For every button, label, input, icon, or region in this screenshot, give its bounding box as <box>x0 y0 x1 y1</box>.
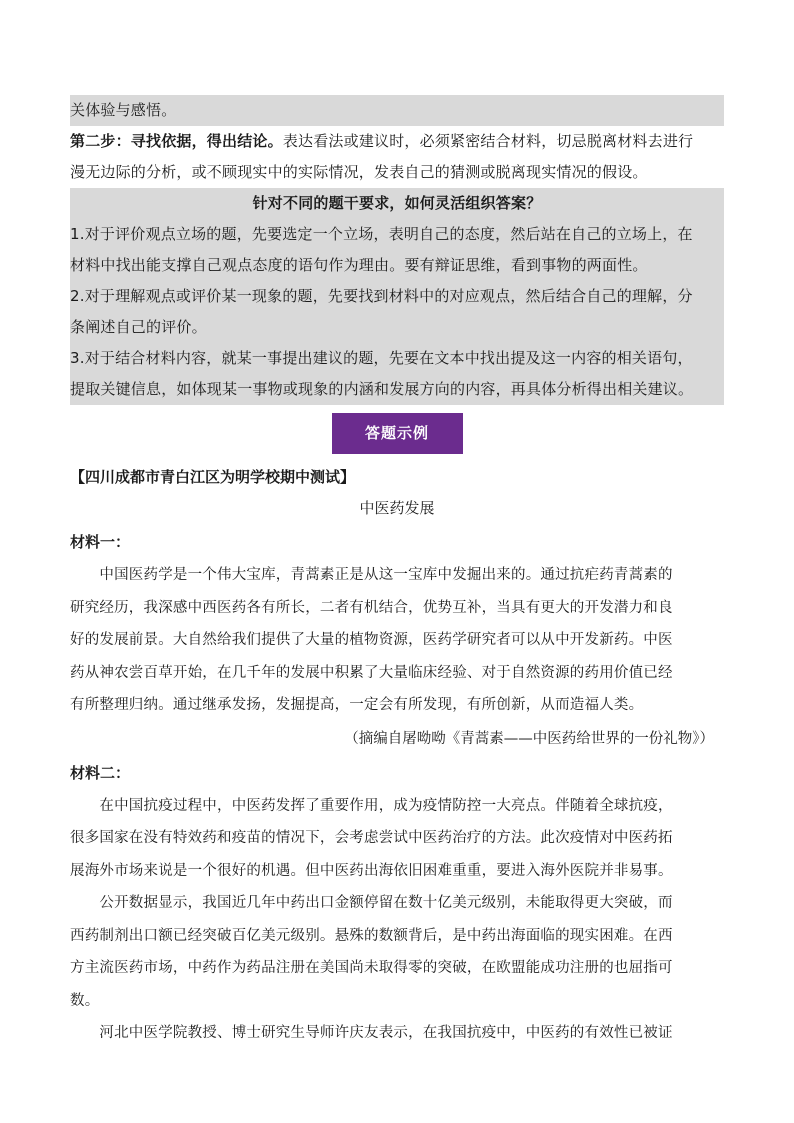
tips-title: 针对不同的题干要求，如何灵活组织答案？ <box>252 194 542 212</box>
tips-box <box>70 188 724 405</box>
tips-line: 2.对于理解观点或评价某一现象的题，先要找到材料中的对应观点，然后结合自己的理解，分 <box>70 287 693 305</box>
step-two-label: 第二步：寻找依据，得出结论。 <box>70 132 283 150</box>
material-two-line: 公开数据显示，我国近几年中药出口金额停留在数十亿美元级别，未能取得更大突破，而 <box>70 895 673 911</box>
example-banner: 答题示例 <box>332 413 463 454</box>
material-one-line: 研究经历，我深感中西医药各有所长，二者有机结合，优势互补，当具有更大的开发潜力和良 <box>70 599 673 616</box>
tips-line: 1.对于评价观点立场的题，先要选定一个立场，表明自己的态度，然后站在自己的立场上，在 <box>70 225 693 243</box>
material-two-line: 方主流医药市场，中药作为药品注册在美国尚未取得零的突破，在欧盟能成功注册的也屈指可 <box>70 960 673 976</box>
tips-line: 提取关键信息，如体现某一事物或现象的内涵和发展方向的内容，再具体分析得出相关建议。 <box>70 380 694 398</box>
article-title: 中医药发展 <box>359 499 435 517</box>
previous-tip-line: 关体验与感悟。 <box>70 101 177 119</box>
material-one-citation: （摘编自屠呦呦《青蒿素——中医药给世界的一份礼物》） <box>344 730 714 747</box>
material-two-line: 河北中医学院教授、博士研究生导师许庆友表示，在我国抗疫中，中医药的有效性已被证 <box>70 1025 673 1041</box>
material-two-line: 西药制剂出口额已经突破百亿美元级别。悬殊的数额背后，是中药出海面临的现实困难。在西 <box>70 927 673 944</box>
material-one-line: 有所整理归纳。通过继承发扬，发掘提高，一定会有所发现，有所创新，从而造福人类。 <box>70 697 644 713</box>
step-two-text: 表达看法或建议时，必须紧密结合材料，切忌脱离材料去进行 <box>282 132 694 150</box>
exam-source: 【四川成都市青白江区为明学校期中测试】 <box>70 468 356 486</box>
tips-line: 3.对于结合材料内容，就某一事提出建议的题，先要在文本中找出提及这一内容的相关语句， <box>70 349 693 367</box>
example-banner-row <box>70 413 724 455</box>
material-one-line: 药从神农尝百草开始，在几千年的发展中积累了大量临床经验、对于自然资源的药用价值已经 <box>70 664 673 681</box>
step-two-line-1 <box>70 126 724 157</box>
document-page <box>70 95 724 1050</box>
material-two-body <box>70 790 724 1050</box>
material-one-line: 好的发展前景。大自然给我们提供了大量的植物资源，医药学研究者可以从中开发新药。中医 <box>70 632 673 648</box>
material-one-label: 材料一： <box>70 533 131 551</box>
material-two-line: 数。 <box>70 992 100 1009</box>
previous-tip-block <box>70 95 724 126</box>
tips-line: 材料中找出能支撑自己观点态度的语句作为理由。要有辩证思维，看到事物的两面性。 <box>70 256 648 274</box>
tips-line: 条阐述自己的评价。 <box>70 318 207 336</box>
material-two-line: 在中国抗疫过程中，中医药发挥了重要作用，成为疫情防控一大亮点。伴随着全球抗疫， <box>70 797 673 814</box>
material-one-body <box>70 559 724 722</box>
step-two-block <box>70 126 724 188</box>
material-two-label: 材料二： <box>70 763 131 782</box>
material-two-line: 很多国家在没有特效药和疫苗的情况下，会考虑尝试中医药治疗的方法。此次疫情对中医药拓 <box>70 830 673 846</box>
material-two-line: 展海外市场来说是一个很好的机遇。但中医药出海依旧困难重重，要进入海外医院并非易事。 <box>70 862 673 879</box>
material-one-line: 中国医药学是一个伟大宝库，青蒿素正是从这一宝库中发掘出来的。通过抗疟药青蒿素的 <box>70 567 673 583</box>
step-two-line-2: 漫无边际的分析，或不顾现实中的实际情况，发表自己的猜测或脱离现实情况的假设。 <box>70 163 648 181</box>
